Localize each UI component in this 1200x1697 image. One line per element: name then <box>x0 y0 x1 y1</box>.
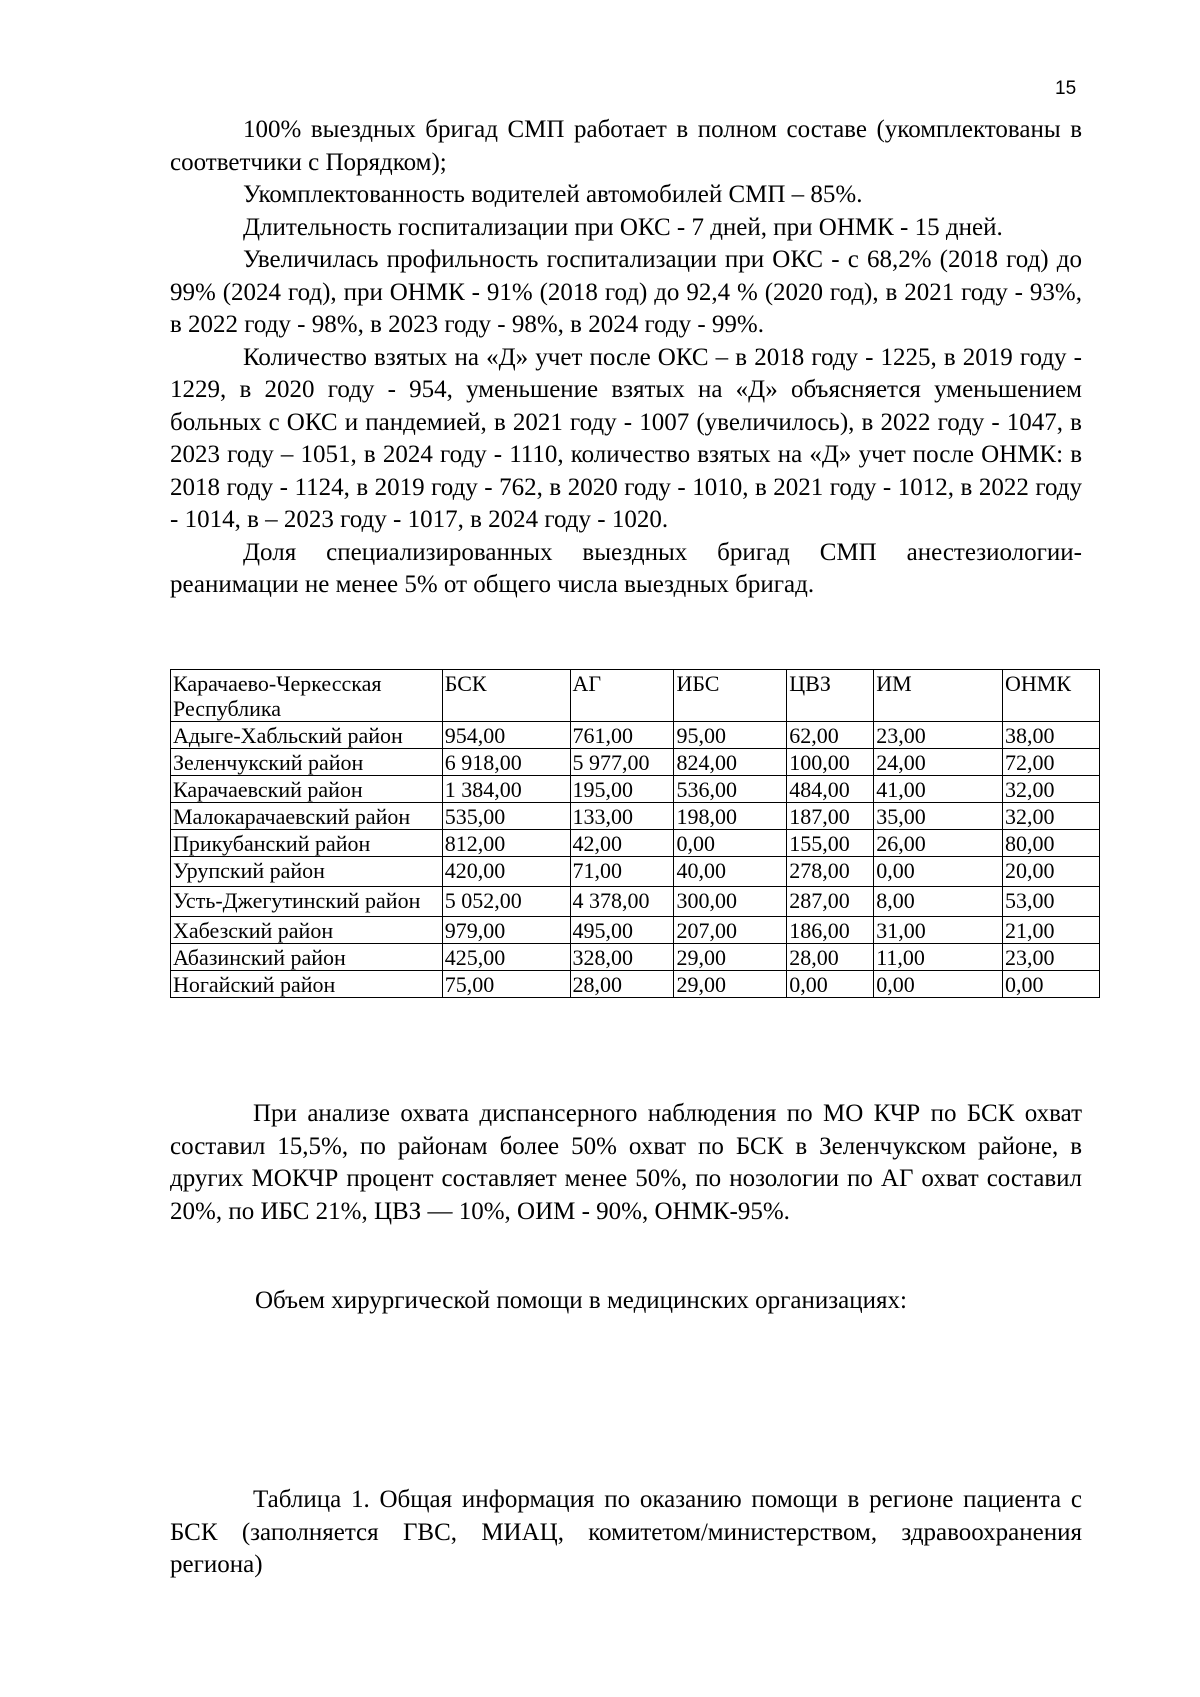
paragraph: При анализе охвата диспансерного наблюдения по МО КЧР по БСК охват составил 15,5%, по районам более 50% охват по БСК в Зеленчукском районе, в других МОКЧР процент составляет менее 50%, по нозологии по АГ охват составил 20%, по ИБС 21%, ЦВЗ — 10%, ОИМ - 90%, ОНМК-95%. <box>170 1100 1082 1225</box>
table-cell: 328,00 <box>570 944 674 971</box>
header-cell: АГ <box>570 670 674 722</box>
table-cell: Адыге-Хабльский район <box>171 722 443 749</box>
table-cell: 62,00 <box>787 722 874 749</box>
table-cell: 32,00 <box>1003 803 1100 830</box>
table-caption <box>170 1484 1082 1582</box>
table-cell: 207,00 <box>674 917 787 944</box>
table-row <box>171 887 1100 917</box>
table-cell: 75,00 <box>442 971 570 998</box>
table-cell: 29,00 <box>674 971 787 998</box>
table-cell: 40,00 <box>674 857 787 887</box>
summary-text <box>170 1098 1082 1228</box>
table-cell: 21,00 <box>1003 917 1100 944</box>
table-cell: 287,00 <box>787 887 874 917</box>
table-cell: 41,00 <box>874 776 1003 803</box>
paragraph: Укомплектованность водителей автомобилей СМП – 85%. <box>243 181 863 208</box>
table-cell: 32,00 <box>1003 776 1100 803</box>
paragraph: Доля специализированных выездных бригад СМП анестезиологии-реанимации не менее 5% от общего числа выездных бригад. <box>170 538 1082 598</box>
page-number: 15 <box>1055 78 1077 99</box>
table-cell: 0,00 <box>674 830 787 857</box>
table-row <box>171 971 1100 998</box>
table-cell: 20,00 <box>1003 857 1100 887</box>
table-cell: 278,00 <box>787 857 874 887</box>
table-cell: 495,00 <box>570 917 674 944</box>
table-cell: 4 378,00 <box>570 887 674 917</box>
table-cell: 812,00 <box>442 830 570 857</box>
table-cell: 71,00 <box>570 857 674 887</box>
table-cell: 72,00 <box>1003 749 1100 776</box>
table-cell: 5 052,00 <box>442 887 570 917</box>
surgery-heading: Объем хирургической помощи в медицинских организациях: <box>255 1287 907 1314</box>
table-cell: 35,00 <box>874 803 1003 830</box>
table-cell: 80,00 <box>1003 830 1100 857</box>
table-cell: 425,00 <box>442 944 570 971</box>
table-cell: 420,00 <box>442 857 570 887</box>
table-cell: 155,00 <box>787 830 874 857</box>
table-cell: Прикубанский район <box>171 830 443 857</box>
table-cell: Абазинский район <box>171 944 443 971</box>
table-row <box>171 722 1100 749</box>
table-cell: 186,00 <box>787 917 874 944</box>
table-cell: 31,00 <box>874 917 1003 944</box>
table-cell: 5 977,00 <box>570 749 674 776</box>
table-cell: Малокарачаевский район <box>171 803 443 830</box>
header-cell: ИБС <box>674 670 787 722</box>
table-cell: 761,00 <box>570 722 674 749</box>
table-cell: 23,00 <box>874 722 1003 749</box>
table-cell: 0,00 <box>874 971 1003 998</box>
table-cell: 95,00 <box>674 722 787 749</box>
table-cell: 100,00 <box>787 749 874 776</box>
table-cell: 0,00 <box>874 857 1003 887</box>
header-cell: ОНМК <box>1003 670 1100 722</box>
table-cell: 24,00 <box>874 749 1003 776</box>
table-cell: Усть-Джегутинский район <box>171 887 443 917</box>
table-cell: 824,00 <box>674 749 787 776</box>
header-cell: БСК <box>442 670 570 722</box>
table-header-row <box>171 670 1100 722</box>
table-row <box>171 749 1100 776</box>
caption-text: Таблица 1. Общая информация по оказанию помощи в регионе пациента с БСК (заполняется ГВС, МИАЦ, комитетом/министерством, здравоохранения региона) <box>170 1486 1082 1578</box>
table-cell: 133,00 <box>570 803 674 830</box>
table-cell: 300,00 <box>674 887 787 917</box>
table-cell: 1 384,00 <box>442 776 570 803</box>
table-cell: 536,00 <box>674 776 787 803</box>
table-row <box>171 803 1100 830</box>
table-cell: 484,00 <box>787 776 874 803</box>
table-cell: 954,00 <box>442 722 570 749</box>
table-cell: Урупский район <box>171 857 443 887</box>
header-cell: ЦВЗ <box>787 670 874 722</box>
table-cell: Карачаевский район <box>171 776 443 803</box>
header-cell: ИМ <box>874 670 1003 722</box>
table-cell: 29,00 <box>674 944 787 971</box>
table-row <box>171 944 1100 971</box>
table-cell: 11,00 <box>874 944 1003 971</box>
table-cell: Зеленчукский район <box>171 749 443 776</box>
table-cell: Хабезский район <box>171 917 443 944</box>
table-row <box>171 830 1100 857</box>
table-cell: 23,00 <box>1003 944 1100 971</box>
table-cell: 8,00 <box>874 887 1003 917</box>
table-cell: 28,00 <box>787 944 874 971</box>
header-cell: Карачаево-Черкесская Республика <box>171 670 443 722</box>
table-cell: 195,00 <box>570 776 674 803</box>
table-cell: 53,00 <box>1003 887 1100 917</box>
table-cell: 979,00 <box>442 917 570 944</box>
table-cell: 198,00 <box>674 803 787 830</box>
table-row <box>171 857 1100 887</box>
table-cell: 535,00 <box>442 803 570 830</box>
table-cell: 6 918,00 <box>442 749 570 776</box>
intro-text <box>170 114 1082 602</box>
table-cell: 26,00 <box>874 830 1003 857</box>
table-cell: 187,00 <box>787 803 874 830</box>
paragraph: 100% выездных бригад СМП работает в полном составе (укомплектованы в соответчики с Порядком); <box>170 116 1082 176</box>
table-cell: 0,00 <box>787 971 874 998</box>
table-cell: Ногайский район <box>171 971 443 998</box>
table-cell: 42,00 <box>570 830 674 857</box>
district-table <box>170 669 1100 998</box>
paragraph: Количество взятых на «Д» учет после ОКС – в 2018 году - 1225, в 2019 году - 1229, в 2020 году - 954, уменьшение взятых на «Д» объясняется уменьшением больных с ОКС и пандемией, в 2021 году - 1007 (увеличилось), в 2022 году - 1047, в 2023 году – 1051, в 2024 году - 1110, количество взятых на «Д» учет после ОНМК: в 2018 году - 1124, в 2019 году - 762, в 2020 году - 1010, в 2021 году - 1012, в 2022 году - 1014, в – 2023 году - 1017, в 2024 году - 1020. <box>170 343 1082 533</box>
paragraph: Длительность госпитализации при ОКС - 7 дней, при ОНМК - 15 дней. <box>243 213 1003 241</box>
table-cell: 28,00 <box>570 971 674 998</box>
table-cell: 0,00 <box>1003 971 1100 998</box>
table-cell: 38,00 <box>1003 722 1100 749</box>
table-row <box>171 776 1100 803</box>
paragraph: Увеличилась профильность госпитализации при ОКС - с 68,2% (2018 год) до 99% (2024 год), при ОНМК - 91% (2018 год) до 92,4 % (2020 год), в 2021 году - 93%, в 2022 году - 98%, в 2023 году - 98%, в 2024 году - 99%. <box>170 246 1082 338</box>
table-row <box>171 917 1100 944</box>
